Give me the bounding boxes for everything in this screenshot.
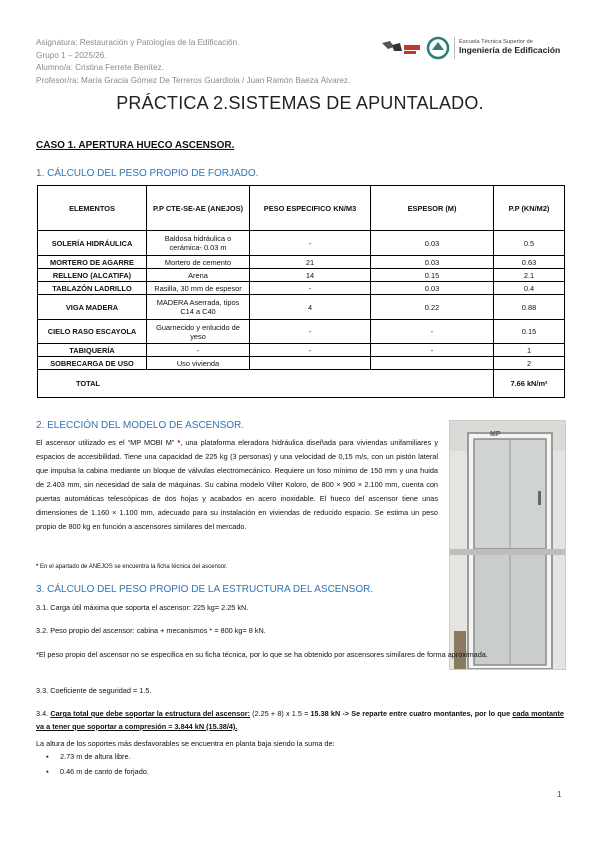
annex-note [36,560,438,574]
cell: - [371,344,494,357]
table-header-row [38,186,565,231]
cell [250,357,371,370]
cell [371,357,494,370]
annex-note-marker: * [36,564,39,570]
university-logo-icon [378,37,422,61]
elevator-description-rest: , una plataforma eleradora hidráulica diseñada para viviendas unifamiliares y espacios de accesibilidad. Tiene una capacidad de 225 kg (3 personas) y una velocidad de 0,15 m/s, con un pistón lateral que impulsa la cabina mediante un bloque de válvulas electromecánico. Requiere un foso mínimo de 150 mm y una huida de 2.403 mm, sin necesidad de sala de máquinas. Su cabina modelo Vilter Koloro, de 800 × 900 × 2.100 mm, cuenta con puertas automáticas telescópicas de dos hojas y acabados en acero inoxidable. El hueco del ascensor tiene unas dimensiones de 1.160 × 1.100 mm, adecuado para su instalación en viviendas de reducido espacio. Se estima un peso propio de 800 kg en función a ascensores similares del mercado. [36,438,438,531]
table-row [38,282,565,295]
cell: CIELO RASO ESCAYOLA [38,320,147,344]
cell: SOLERÍA HIDRÁULICA [38,231,147,256]
school-emblem-icon [426,36,450,60]
cell: 0.03 [371,256,494,269]
cell: 0.22 [371,295,494,320]
cell: TABLAZÓN LADRILLO [38,282,147,295]
school-name-small: Escuela Técnica Superior de [459,39,534,45]
cell: - [147,344,250,357]
point-3-3: 3.3. Coeficiente de seguridad = 1.5. [36,686,152,695]
cell: VIGA MADERA [38,295,147,320]
school-name-big: Ingeniería de Edificación [459,45,561,55]
cell: MADERA Aserrada, tipos C14 a C40 [147,295,250,320]
page-title: PRÁCTICA 2.SISTEMAS DE APUNTALADO. [116,93,484,113]
point-3-2-note: *El peso propio del ascensor no se especifica en su ficha técnica, por lo que se ha obtenido por ascensores similares de forma aproximada. [36,650,488,659]
table-row [38,295,565,320]
cell: 0.15 [371,269,494,282]
elevator-description-start: El ascensor utilizado es el “MP MOBI M” [36,438,175,447]
cell: Baldosa hidráulica o cerámica- 0.03 m [147,231,250,256]
cell: 1 [494,344,565,357]
slab-weight-table [37,185,565,398]
col-header: ELEMENTOS [38,186,147,231]
section-3-heading: 3. CÁLCULO DEL PESO PROPIO DE LA ESTRUCTURA DEL ASCENSOR. [36,584,374,595]
cell: 2.1 [494,269,565,282]
cell: 0.15 [494,320,565,344]
table-row [38,357,565,370]
case-heading: CASO 1. APERTURA HUECO ASCENSOR. [36,140,235,151]
point-3-4-per-post: cada montante va a tener que soportar a compresión = 3.844 kN (15.38/4). [36,709,564,731]
elevator-image [450,421,565,669]
cell: RELLENO (ALCATIFA) [38,269,147,282]
point-3-2: 3.2. Peso propio del ascensor: cabina + mecanismos * = 800 kg= 8 kN. [36,626,266,635]
point-3-4-result: 15.38 kN -> Se reparte entre cuatro montantes, por lo que [310,709,513,718]
cell: - [250,320,371,344]
cell: 21 [250,256,371,269]
header-subject: Asignatura: Restauración y Patologías de la Edificación. [36,38,240,47]
cell: - [371,320,494,344]
cell: 0.63 [494,256,565,269]
table-total-row [38,370,565,398]
list-item: ▪ 2.73 m de altura libre. [60,752,131,761]
header-teachers: Profesor/ra: María Gracia Gómez De Terreros Guardiola / Juan Ramón Baeza Álvarez. [36,75,351,85]
table-row [38,256,565,269]
point-3-4 [36,707,564,733]
col-header: P.P CTE-SE-AE (ANEJOS) [147,186,250,231]
point-3-5: La altura de los soportes más desfavorables se encuentra en planta baja siendo la suma de: [36,739,335,748]
cell: Guarnecido y enlucido de yeso [147,320,250,344]
cell: - [250,282,371,295]
cell: SOBRECARGA DE USO [38,357,147,370]
point-3-4-number: 3.4. [36,709,51,718]
cell: - [250,231,371,256]
section-2-heading: 2. ELECCIÓN DEL MODELO DE ASCENSOR. [36,420,245,431]
total-value: 7.66 kN/m² [494,370,565,398]
col-header: ESPESOR (M) [371,186,494,231]
cell: Uso vivienda [147,357,250,370]
cell: 14 [250,269,371,282]
annex-marker: * [177,438,181,447]
point-3-4-heading: Carga total que debe soportar la estructura del ascensor: [50,709,250,718]
list-item: ▪ 0.46 m de canto de forjado. [60,767,149,776]
cell: 2 [494,357,565,370]
header-student: Alumno/a: Cristina Ferrete Benítez. [36,63,164,73]
cell: 0.88 [494,295,565,320]
cell: 0.03 [371,231,494,256]
header-group: Grupo 1 – 2025/26. [36,50,107,60]
col-header: P.P (KN/M2) [494,186,565,231]
col-header: PESO ESPECIFICO KN/M3 [250,186,371,231]
table-row [38,269,565,282]
table-row [38,344,565,357]
table-row [38,320,565,344]
point-3-1: 3.1. Carga útil máxima que soporta el ascensor: 225 kg= 2.25 kN. [36,603,249,612]
cell: TABIQUERÍA [38,344,147,357]
header-logos [378,34,568,64]
cell: MORTERO DE AGARRE [38,256,147,269]
cell: 0.5 [494,231,565,256]
cell: Rasilla, 30 mm de espesor [147,282,250,295]
page-number: 1 [557,790,562,799]
total-label: TOTAL [38,370,494,398]
cell: 0.4 [494,282,565,295]
document-header [36,37,350,87]
cell: - [250,344,371,357]
elevator-photo [449,420,566,670]
school-name [459,38,560,54]
cell: 4 [250,295,371,320]
logo-divider [454,37,455,59]
table-row [38,231,565,256]
section-1-heading: 1. CÁLCULO DEL PESO PROPIO DE FORJADO. [36,168,259,179]
cell: Mortero de cemento [147,256,250,269]
annex-note-text: En el apartado de ANEJOS se encuentra la ficha técnica del ascensor. [40,564,228,570]
photo-brand-label: MP [490,431,501,438]
elevator-description [36,436,438,534]
cell: 0.03 [371,282,494,295]
point-3-4-formula: (2.25 + 8) x 1.5 = [250,709,311,718]
cell: Arena [147,269,250,282]
